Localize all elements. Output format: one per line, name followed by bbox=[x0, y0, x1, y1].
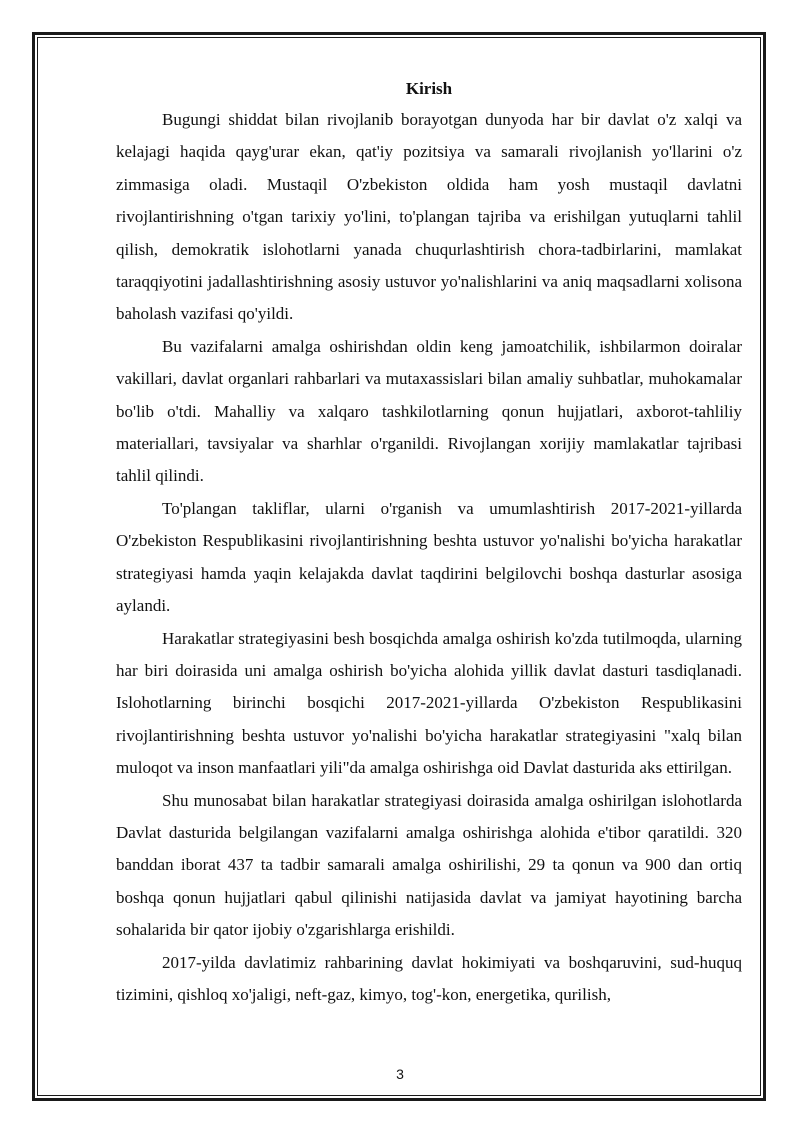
page-number: 3 bbox=[396, 1066, 404, 1082]
paragraph-6: 2017-yilda davlatimiz rahbarining davlat hokimiyati va boshqaruvini, sud-huquq tizimini, qishloq xo'jaligi, neft-gaz, kimyo, tog'-kon, energetika, qurilish, bbox=[116, 952, 742, 1004]
paragraph-1: Bugungi shiddat bilan rivojlanib borayotgan dunyoda har bir davlat o'z xalqi va kelajagi haqida qayg'urar ekan, qat'iy pozitsiya va samarali rivojlanish yo'llarini o'z zimmasiga oladi. Mustaqil O'zbekiston oldida ham yosh mustaqil davlatni rivojlantirishning o'tgan tarixiy yo'lini, to'plangan tajriba va erishilgan yutuqlarni tahlil qilish, demokratik islohotlarni yanada chuqurlashtirish chora-tadbirlarini, mamlakat taraqqiyotini jadallashtirishning asosiy ustuvor yo'nalishlarini va aniq maqsadlarni xolisona baholash vazifasi qo'yildi. bbox=[116, 110, 742, 324]
paragraph-5: Shu munosabat bilan harakatlar strategiyasi doirasida amalga oshirilgan islohotlarda Davlat dasturida belgilangan vazifalarni amalga oshirishga alohida e'tibor qaratildi. 320 banddan iborat 437 ta tadbir samarali amalga oshirilishi, 29 ta qonun va 900 dan ortiq boshqa qonun hujjatlari qabul qilinishi natijasida davlat va jamiyat hayotining barcha sohalarida bir qator ijobiy o'zgarishlarga erishildi. bbox=[116, 790, 742, 940]
paragraph-2: Bu vazifalarni amalga oshirishdan oldin keng jamoatchilik, ishbilarmon doiralar vakillari, davlat organlari rahbarlari va mutaxassislari bilan amaliy suhbatlar, muhokamalar bo'lib o'tdi. Mahalliy va xalqaro tashkilotlarning qonun hujjatlari, axborot-tahliliy materiallari, tavsiyalar va sharhlar o'rganildi. Rivojlangan xorijiy mamlakatlar tajribasi tahlil qilindi. bbox=[116, 336, 742, 486]
paragraph-3: To'plangan takliflar, ularni o'rganish va umumlashtirish 2017-2021-yillarda O'zbekiston Respublikasini rivojlantirishning beshta ustuvor yo'nalishi bo'yicha harakatlar strategiyasi hamda yaqin kelajakda davlat taqdirini belgilovchi boshqa dasturlar asosiga aylandi. bbox=[116, 498, 742, 616]
document-body bbox=[116, 74, 742, 1011]
section-title: Kirish bbox=[405, 79, 453, 98]
paragraph-4: Harakatlar strategiyasini besh bosqichda amalga oshirish ko'zda tutilmoqda, ularning har biri doirasida uni amalga oshirish bo'yicha alohida yillik davlat dasturi tasdiqlanadi. Islohotlarning birinchi bosqichi 2017-2021-yillarda O'zbekiston Respublikasini rivojlantirishning beshta ustuvor yo'nalishi bo'yicha harakatlar strategiyasini "xalq bilan muloqot va inson manfaatlari yili"da amalga oshirishga oid Davlat dasturida aks ettirilgan. bbox=[116, 628, 742, 778]
